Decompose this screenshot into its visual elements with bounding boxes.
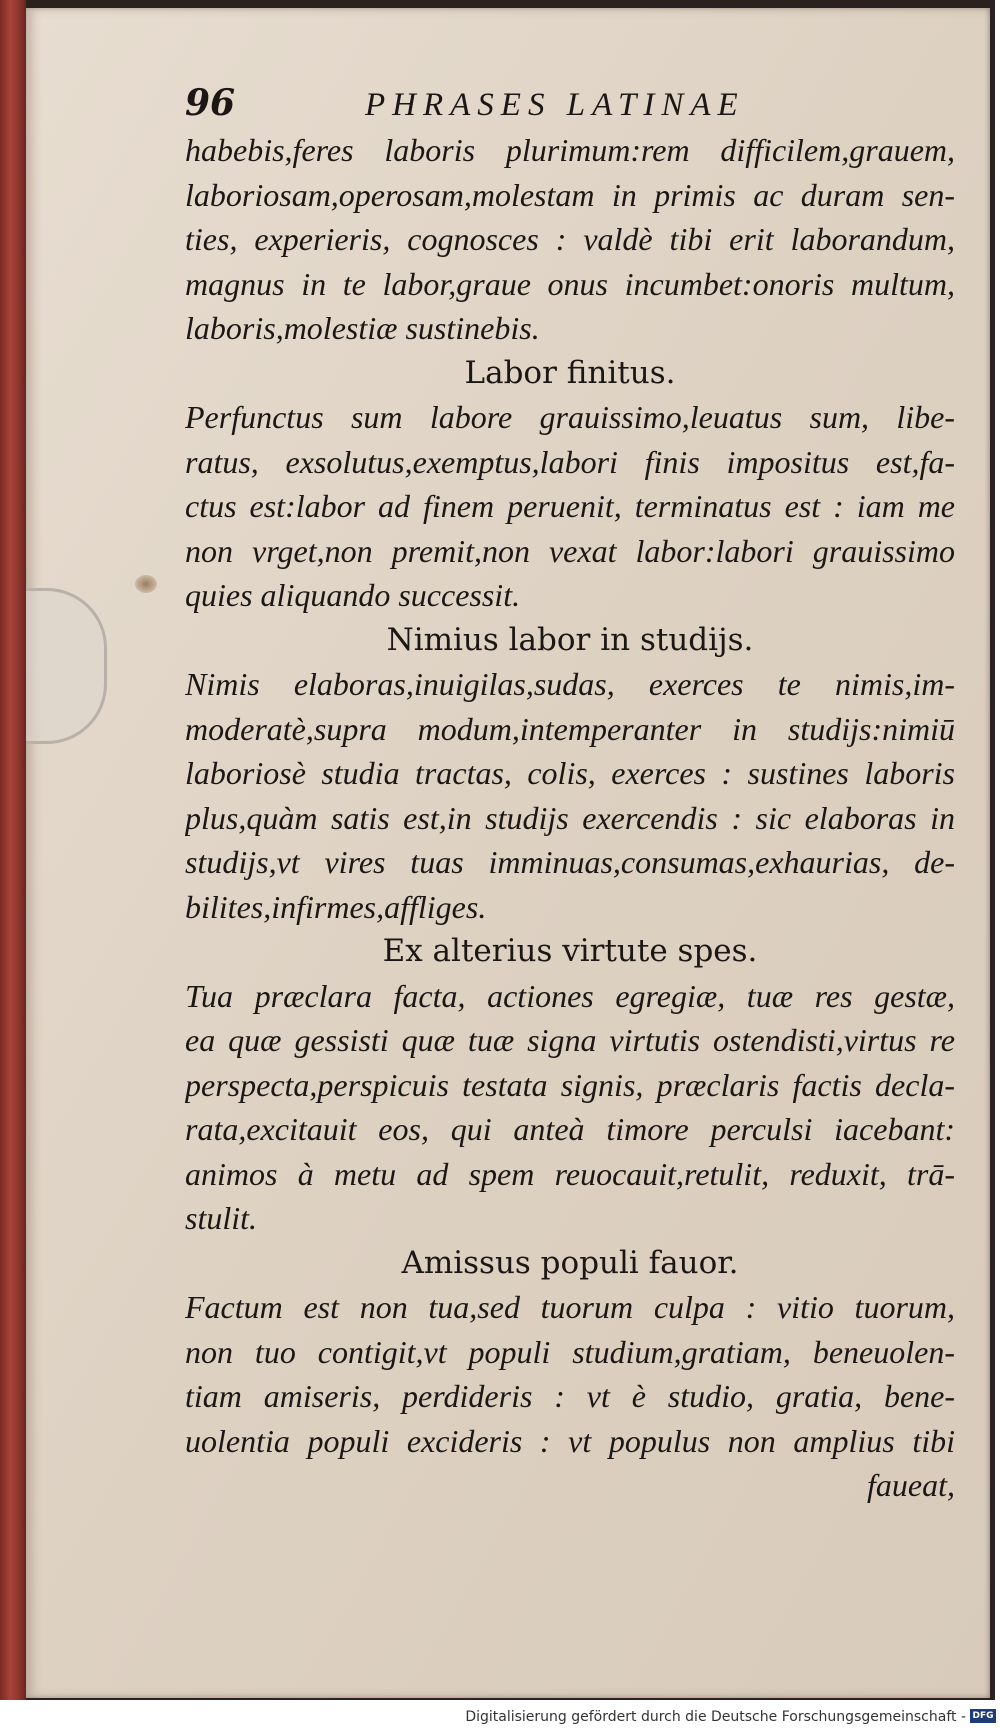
text-line: Factum est non tua,sed tuorum culpa : vitio tuorum,: [185, 1289, 955, 1325]
text-line: ties, experieris, cognosces : valdè tibi erit laborandum,: [185, 221, 955, 257]
page-number: 96: [185, 82, 236, 124]
text-line: Perfunctus sum labore grauissimo,leuatus sum, libe-: [185, 399, 955, 435]
section-heading: Amissus populi fauor.: [401, 1244, 739, 1281]
catchword: faueat,: [867, 1467, 955, 1503]
page-text: [185, 82, 955, 1508]
text-line: laboris,molestiæ sustinebis.: [185, 310, 540, 346]
section-heading: Ex alterius virtute spes.: [382, 933, 758, 969]
paragraph-4: [185, 974, 955, 1241]
text-line: Tua præclara facta, actiones egregiæ, tuæ res gestæ,: [185, 977, 955, 1014]
text-line: animos à metu ad spem reuocauit,retulit, reduxit, trā-: [185, 1155, 955, 1192]
digitization-footer: [0, 1703, 1000, 1730]
text-line: laboriosam,operosam,molestam in primis ac duram sen-: [185, 176, 955, 213]
book-red-edge: [0, 0, 26, 1700]
running-title: PHRASES LATINAE: [365, 87, 745, 123]
text-line: ratus, exsolutus,exemptus,labori finis impositus est,fa-: [185, 443, 955, 480]
text-line: moderatè,supra modum,intemperanter in studijs:nimiū: [185, 710, 955, 747]
paragraph-1: [185, 128, 955, 351]
page-clip: [26, 588, 107, 744]
text-line: stulit.: [185, 1200, 258, 1236]
text-line: habebis,feres laboris plurimum:rem difficilem,grauem,: [185, 132, 955, 168]
text-line: Nimis elaboras,inuigilas,sudas, exerces te nimis,im-: [185, 666, 955, 702]
text-line: plus,quàm satis est,in studijs exercendis : sic elaboras in: [185, 799, 955, 836]
text-line: non tuo contigit,vt populi studium,gratiam, beneuolen-: [185, 1333, 955, 1370]
running-head: [185, 82, 955, 128]
text-line: tiam amiseris, perdideris : vt è studio, gratia, bene-: [185, 1378, 955, 1414]
section-heading: Nimius labor in studijs.: [386, 621, 754, 658]
text-line: bilites,infirmes,affliges.: [185, 888, 487, 925]
text-line: studijs,vt vires tuas imminuas,consumas,exhaurias, de-: [185, 844, 955, 880]
funding-credit: Digitalisierung gefördert durch die Deutsche Forschungsgemeinschaft -: [465, 1709, 966, 1725]
text-line: laboriosè studia tractas, colis, exerces : sustines laboris: [185, 755, 955, 791]
paragraph-5: [185, 1285, 955, 1508]
paragraph-2: [185, 395, 955, 618]
section-heading: Labor finitus.: [464, 354, 676, 391]
text-line: ctus est:labor ad finem peruenit, terminatus est : iam me: [185, 488, 955, 524]
text-line: uolentia populi excideris : vt populus non amplius tibi: [185, 1422, 955, 1459]
paragraph-3: [185, 662, 955, 929]
ink-stain: [135, 575, 157, 593]
text-line: magnus in te labor,graue onus incumbet:onoris multum,: [185, 265, 955, 302]
text-line: rata,excitauit eos, qui anteà timore perculsi iacebant:: [185, 1111, 955, 1147]
text-line: ea quæ gessisti quæ tuæ signa virtutis ostendisti,virtus re: [185, 1022, 955, 1058]
text-line: quies aliquando successit.: [185, 577, 521, 613]
dfg-logo-icon: DFG: [970, 1709, 996, 1723]
text-line: non vrget,non premit,non vexat labor:labori grauissimo: [185, 532, 955, 569]
text-line: perspecta,perspicuis testata signis, præclaris factis decla-: [185, 1066, 955, 1103]
